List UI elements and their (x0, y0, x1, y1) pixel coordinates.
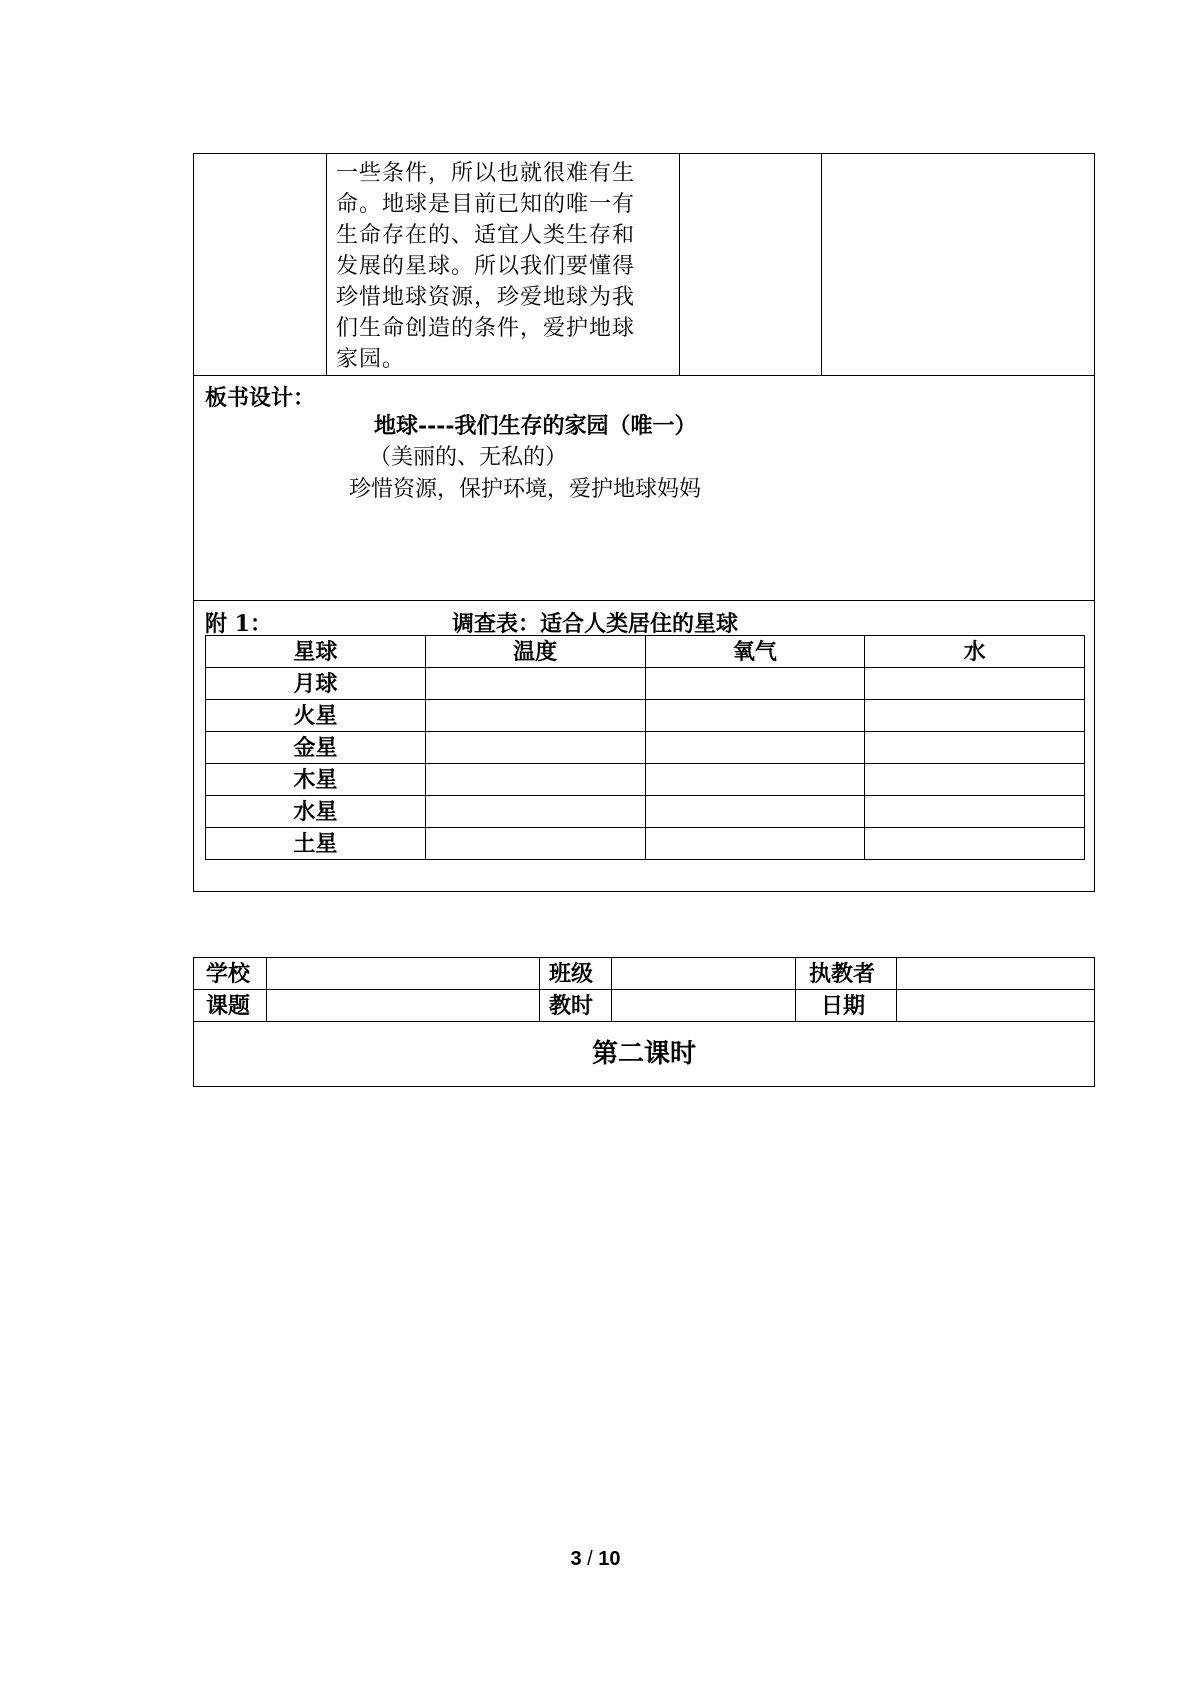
planet-cell: 火星 (206, 700, 426, 732)
page-current: 3 (570, 1548, 582, 1570)
empty-cell (865, 668, 1085, 700)
info-row (194, 990, 1094, 1022)
school-label: 学校 (206, 961, 251, 987)
content-line: 命。地球是目前已知的唯一有 (336, 192, 636, 217)
empty-cell (425, 764, 645, 796)
board-design-subheading: （美丽的、无私的） (369, 445, 568, 470)
table-row (206, 732, 1085, 764)
table-row (206, 764, 1085, 796)
empty-cell (645, 700, 865, 732)
table-row (206, 828, 1085, 860)
planet-cell: 土星 (206, 828, 426, 860)
empty-cell (645, 732, 865, 764)
topic-label: 课题 (206, 993, 251, 1019)
board-design-heading: 地球----我们生存的家园（唯一） (374, 413, 697, 439)
board-design-label: 板书设计： (205, 385, 316, 411)
empty-cell (645, 796, 865, 828)
header-planet: 星球 (206, 636, 426, 668)
column-divider (821, 154, 822, 375)
lesson-title: 第二课时 (591, 1039, 696, 1069)
empty-cell (425, 732, 645, 764)
table-row (206, 668, 1085, 700)
column-divider (679, 154, 680, 375)
content-line: 家园。 (336, 347, 406, 372)
teacher-label: 执教者 (809, 961, 876, 987)
empty-cell (425, 828, 645, 860)
date-label: 日期 (821, 993, 866, 1019)
empty-cell (865, 828, 1085, 860)
column-divider (266, 958, 267, 1022)
column-divider (539, 958, 540, 1022)
empty-cell (865, 764, 1085, 796)
lesson-plan-table (193, 153, 1095, 892)
table-row (206, 796, 1085, 828)
class-label: 班级 (549, 961, 594, 987)
content-line: 一些条件，所以也就很难有生 (336, 161, 636, 186)
empty-cell (645, 668, 865, 700)
header-oxygen: 氧气 (645, 636, 865, 668)
content-line: 发展的星球。所以我们要懂得 (336, 254, 636, 279)
survey-header-row (206, 636, 1085, 668)
survey-title: 调查表：适合人类居住的星球 (452, 611, 739, 637)
page-number (0, 1548, 1191, 1571)
planet-cell: 金星 (206, 732, 426, 764)
planet-cell: 水星 (206, 796, 426, 828)
teaching-content-text (336, 158, 671, 375)
empty-cell (425, 668, 645, 700)
column-divider (611, 958, 612, 1022)
empty-cell (645, 764, 865, 796)
empty-cell (645, 828, 865, 860)
content-line: 生命存在的、适宜人类生存和 (336, 223, 636, 248)
info-grid (194, 958, 1094, 1022)
board-design-row (194, 376, 1094, 601)
teaching-process-row (194, 154, 1094, 376)
column-divider (326, 154, 327, 375)
lesson-info-table (193, 957, 1095, 1087)
empty-cell (865, 732, 1085, 764)
table-row (206, 700, 1085, 732)
column-divider (795, 958, 796, 1022)
appendix-label: 附 1： (205, 611, 272, 637)
board-design-slogan: 珍惜资源，保护环境，爱护地球妈妈 (349, 477, 702, 502)
page-separator: / (587, 1548, 593, 1570)
empty-cell (865, 700, 1085, 732)
page-total: 10 (598, 1548, 621, 1570)
survey-table (205, 635, 1085, 860)
planet-cell: 月球 (206, 668, 426, 700)
empty-cell (425, 796, 645, 828)
empty-cell (865, 796, 1085, 828)
content-line: 珍惜地球资源，珍爱地球为我 (336, 285, 636, 310)
planet-cell: 木星 (206, 764, 426, 796)
header-temperature: 温度 (425, 636, 645, 668)
appendix-row (194, 601, 1094, 891)
content-line: 们生命创造的条件，爱护地球 (336, 316, 636, 341)
column-divider (896, 958, 897, 1022)
empty-cell (425, 700, 645, 732)
info-row (194, 958, 1094, 990)
hours-label: 教时 (549, 993, 594, 1019)
header-water: 水 (865, 636, 1085, 668)
